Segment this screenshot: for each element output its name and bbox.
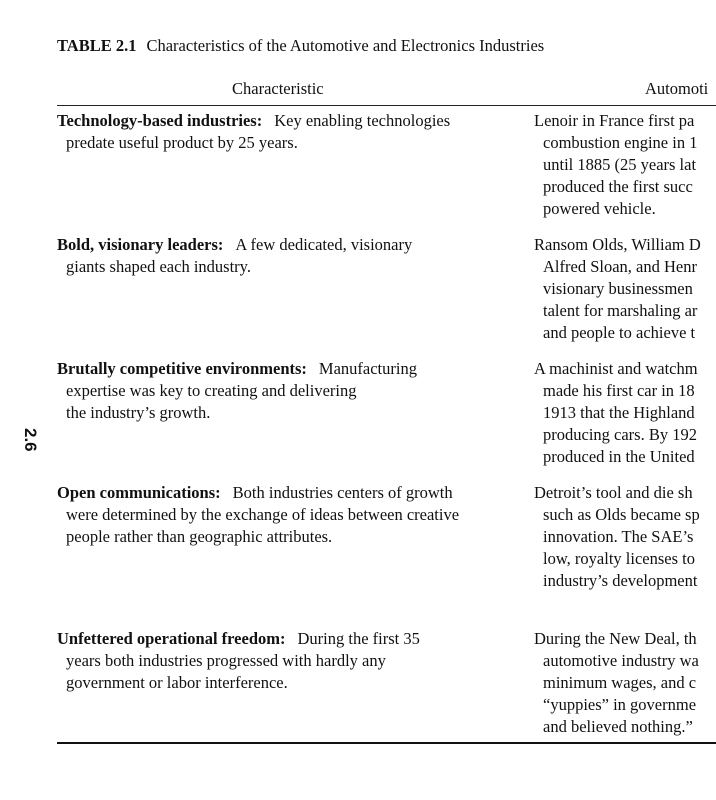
- characteristic-cell: [57, 482, 527, 548]
- auto-line: such as Olds became sp: [543, 505, 700, 524]
- row-title: Brutally competitive environments:: [57, 359, 307, 378]
- automotive-cell: [534, 234, 701, 344]
- auto-line: visionary businessmen: [543, 279, 693, 298]
- row-title: Technology-based industries:: [57, 111, 263, 130]
- auto-line: and people to achieve t: [543, 323, 696, 342]
- automotive-cell: [534, 628, 699, 738]
- column-header-characteristic: Characteristic: [232, 79, 324, 98]
- row-desc-line: During the first 35: [297, 629, 420, 648]
- automotive-cell: [534, 358, 698, 468]
- auto-line: Ransom Olds, William D: [534, 235, 701, 254]
- table-title: Characteristics of the Automotive and Electronics Industries: [146, 36, 545, 55]
- characteristic-cell: [57, 234, 527, 278]
- row-desc-line: giants shaped each industry.: [66, 257, 251, 276]
- auto-line: made his first car in 18: [543, 381, 695, 400]
- auto-line: combustion engine in 1: [543, 133, 698, 152]
- auto-line: and believed nothing.”: [543, 717, 693, 736]
- header-rule: [57, 105, 716, 106]
- row-desc-line: A few dedicated, visionary: [235, 235, 413, 254]
- table-label: TABLE 2.1: [57, 36, 137, 55]
- page-side-number: 2.6: [21, 428, 40, 452]
- auto-line: 1913 that the Highland: [543, 403, 695, 422]
- auto-line: A machinist and watchm: [534, 359, 698, 378]
- auto-line: talent for marshaling ar: [543, 301, 698, 320]
- auto-line: “yuppies” in governme: [543, 695, 697, 714]
- table-caption: [57, 36, 544, 56]
- row-title: Open communications:: [57, 483, 221, 502]
- automotive-cell: [534, 482, 700, 592]
- auto-line: produced the first succ: [543, 177, 693, 196]
- characteristic-cell: [57, 358, 527, 424]
- table-bottom-rule: [57, 742, 716, 744]
- auto-line: low, royalty licenses to: [543, 549, 695, 568]
- auto-line: minimum wages, and c: [543, 673, 697, 692]
- row-desc-line: Both industries centers of growth: [232, 483, 453, 502]
- auto-line: producing cars. By 192: [543, 425, 697, 444]
- row-desc-line: Manufacturing: [318, 359, 417, 378]
- auto-line: produced in the United: [543, 447, 695, 466]
- auto-line: industry’s development: [543, 571, 698, 590]
- auto-line: powered vehicle.: [543, 199, 656, 218]
- auto-line: Detroit’s tool and die sh: [534, 483, 693, 502]
- auto-line: Lenoir in France first pa: [534, 111, 695, 130]
- row-desc-line: the industry’s growth.: [66, 403, 211, 422]
- row-desc-line: Key enabling technologies: [274, 111, 451, 130]
- auto-line: until 1885 (25 years lat: [543, 155, 697, 174]
- row-desc-line: government or labor interference.: [66, 673, 288, 692]
- row-desc-line: were determined by the exchange of ideas between creative: [66, 505, 460, 524]
- row-desc-line: expertise was key to creating and delivering: [66, 381, 357, 400]
- row-desc-line: predate useful product by 25 years.: [66, 133, 298, 152]
- auto-line: innovation. The SAE’s: [543, 527, 694, 546]
- row-title: Bold, visionary leaders:: [57, 235, 224, 254]
- auto-line: During the New Deal, th: [534, 629, 697, 648]
- row-desc-line: years both industries progressed with hardly any: [66, 651, 386, 670]
- automotive-cell: [534, 110, 697, 220]
- characteristic-cell: [57, 110, 527, 154]
- row-desc-line: people rather than geographic attributes.: [66, 527, 333, 546]
- row-title: Unfettered operational freedom:: [57, 629, 286, 648]
- column-header-automotive: Automoti: [645, 79, 709, 98]
- auto-line: Alfred Sloan, and Henr: [543, 257, 697, 276]
- characteristic-cell: [57, 628, 527, 694]
- auto-line: automotive industry wa: [543, 651, 699, 670]
- table-header: [57, 79, 716, 106]
